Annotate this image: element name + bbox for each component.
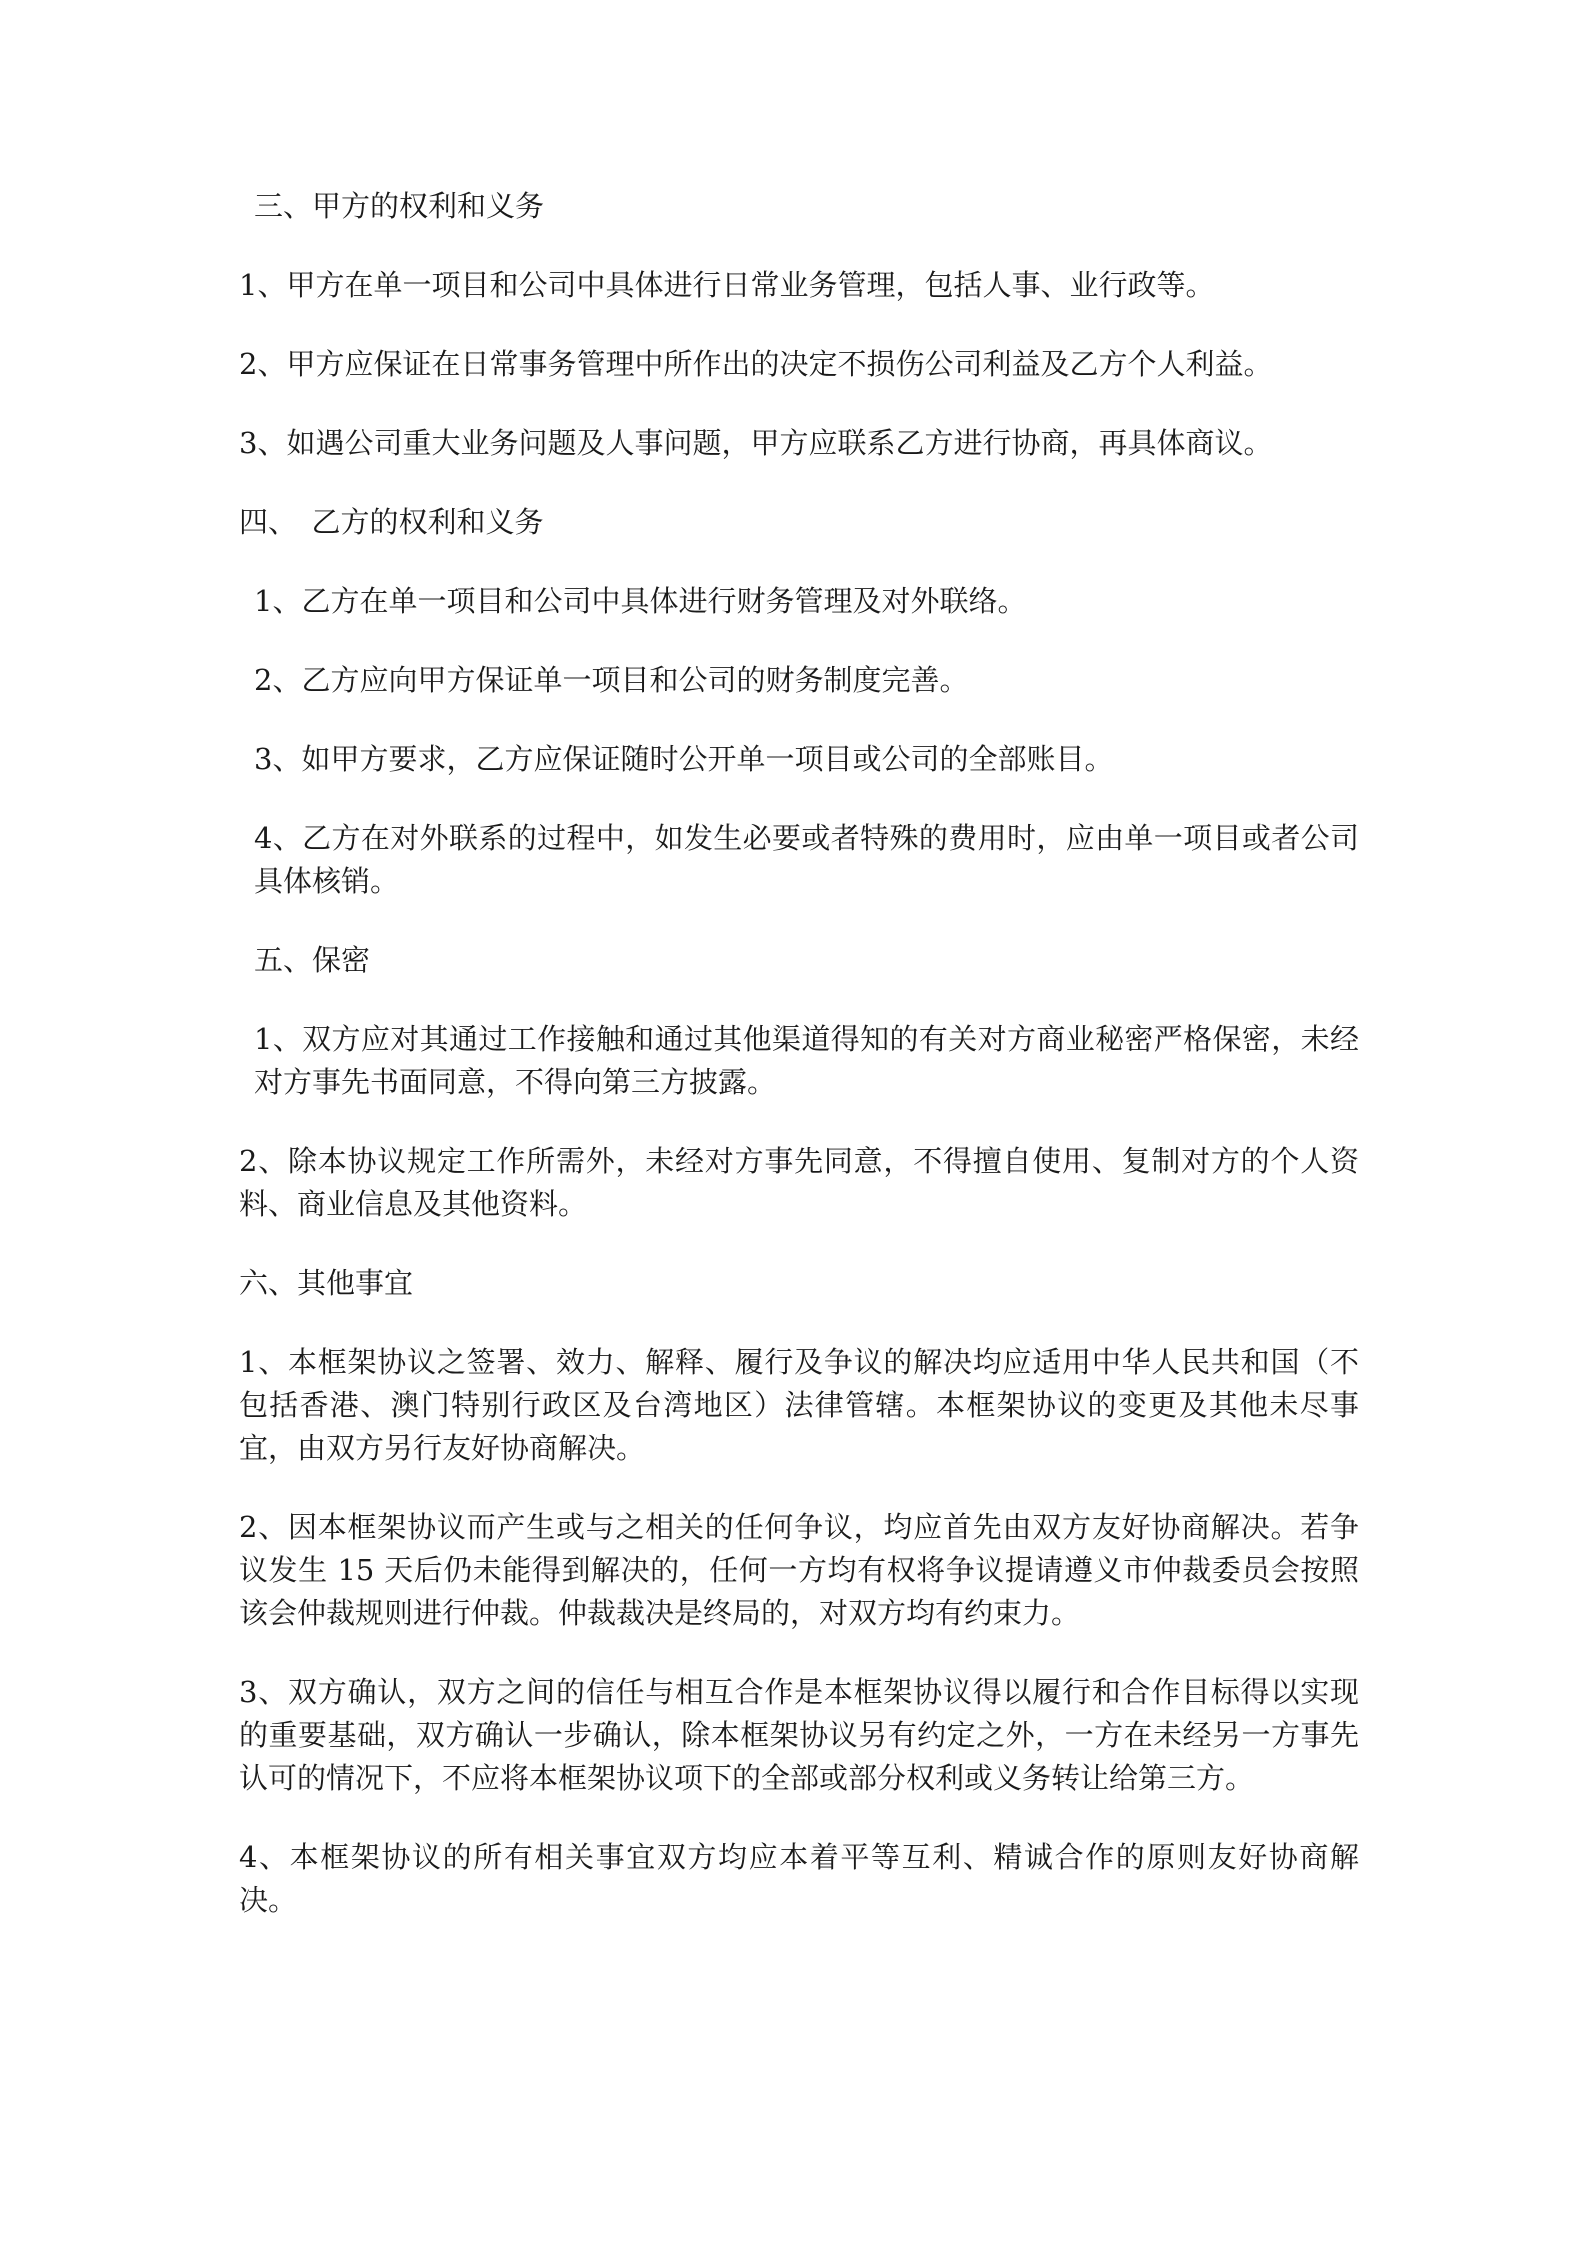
document-body [239, 185, 1359, 1922]
clause-3-3: 3、如遇公司重大业务问题及人事问题，甲方应联系乙方进行协商，再具体商议。 [239, 426, 1273, 460]
clause-5-1: 1、双方应对其通过工作接触和通过其他渠道得知的有关对方商业秘密严格保密，未经对方事先书面同意，不得向第三方披露。 [254, 1022, 1359, 1099]
section-heading-5: 五、保密 [254, 943, 371, 977]
clause-6-4: 4、本框架协议的所有相关事宜双方均应本着平等互利、精诚合作的原则友好协商解决。 [239, 1840, 1359, 1917]
clause-3-2: 2、甲方应保证在日常事务管理中所作出的决定不损伤公司利益及乙方个人利益。 [239, 347, 1273, 381]
section-heading-3: 三、甲方的权利和义务 [254, 189, 545, 223]
clause-4-3: 3、如甲方要求，乙方应保证随时公开单一项目或公司的全部账目。 [254, 742, 1114, 776]
clause-4-2: 2、乙方应向甲方保证单一项目和公司的财务制度完善。 [254, 663, 969, 697]
section-heading-4: 四、 乙方的权利和义务 [239, 505, 544, 539]
clause-5-2: 2、除本协议规定工作所需外，未经对方事先同意，不得擅自使用、复制对方的个人资料、商业信息及其他资料。 [239, 1144, 1359, 1221]
clause-4-1: 1、乙方在单一项目和公司中具体进行财务管理及对外联络。 [254, 584, 1027, 618]
clause-6-2: 2、因本框架协议而产生或与之相关的任何争议，均应首先由双方友好协商解决。若争议发生 15 天后仍未能得到解决的，任何一方均有权将争议提请遵义市仲裁委员会按照该会仲裁规则进行仲裁。仲裁裁决是终局的，对双方均有约束力。 [239, 1510, 1359, 1630]
clause-6-1: 1、本框架协议之签署、效力、解释、履行及争议的解决均应适用中华人民共和国（不包括香港、澳门特别行政区及台湾地区）法律管辖。本框架协议的变更及其他未尽事宜，由双方另行友好协商解决。 [239, 1345, 1359, 1465]
clause-6-3: 3、双方确认，双方之间的信任与相互合作是本框架协议得以履行和合作目标得以实现的重要基础，双方确认一步确认，除本框架协议另有约定之外，一方在未经另一方事先认可的情况下，不应将本框架协议项下的全部或部分权利或义务转让给第三方。 [239, 1675, 1359, 1795]
clause-4-4: 4、乙方在对外联系的过程中，如发生必要或者特殊的费用时，应由单一项目或者公司具体核销。 [254, 821, 1359, 898]
section-heading-6: 六、其他事宜 [239, 1266, 414, 1300]
clause-3-1: 1、甲方在单一项目和公司中具体进行日常业务管理，包括人事、业行政等。 [239, 268, 1215, 302]
